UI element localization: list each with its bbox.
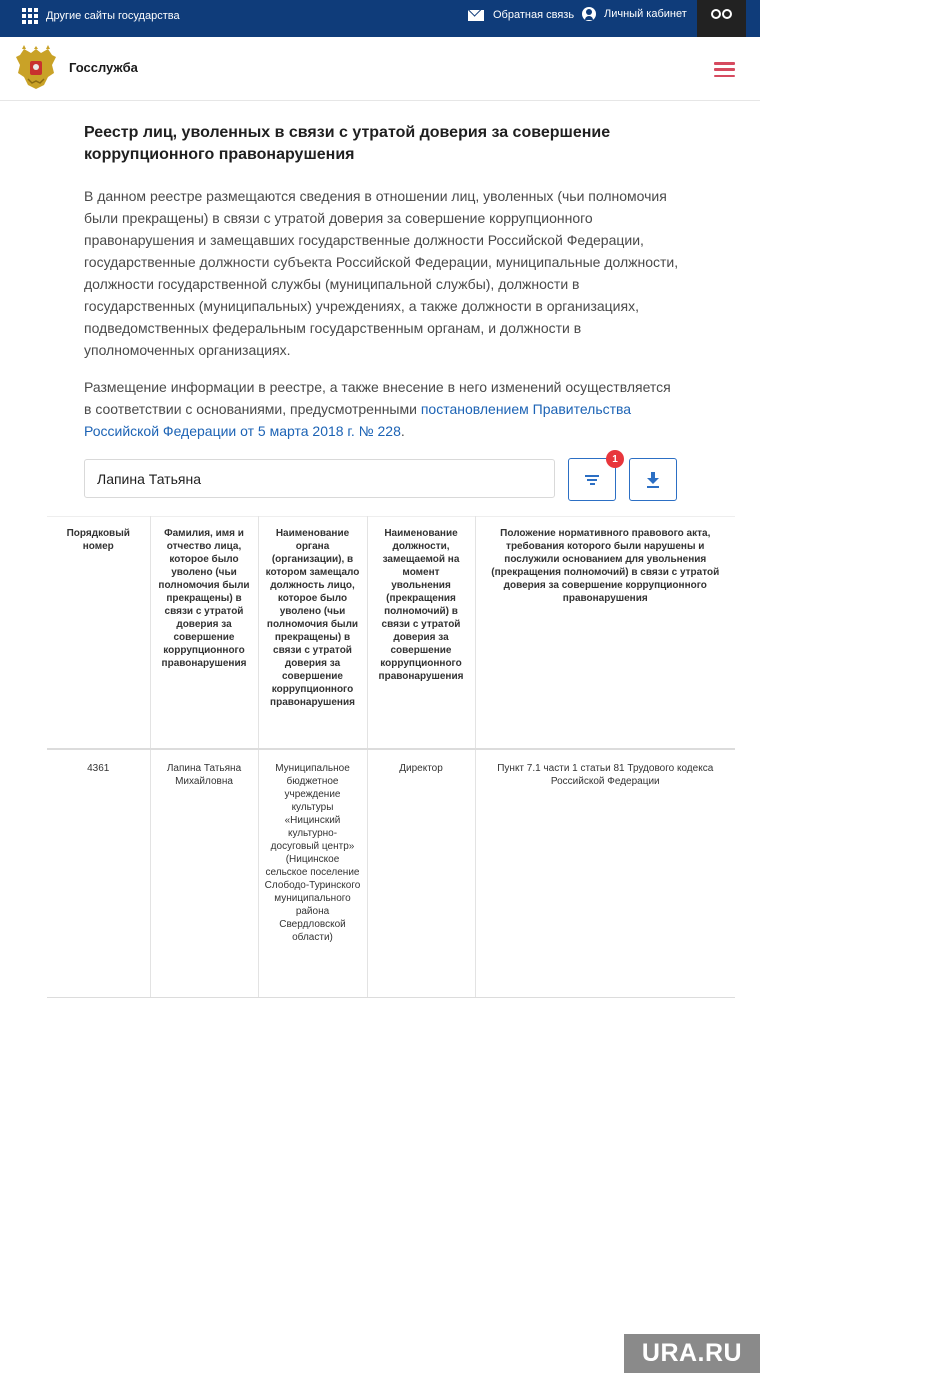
column-header-organization: Наименование органа (организации), в котором замещало должность лицо, которое было уволено (чьи полномочия были прекращены) в связи с утратой доверия за совершение коррупционного правонарушения [258,517,367,749]
feedback-link[interactable] [468,9,574,21]
feedback-label: Обратная связь [493,9,575,21]
cell-full-name: Лапина Татьяна Михайловна [150,749,258,998]
cell-legal-provision: Пункт 7.1 части 1 статьи 81 Трудового кодекса Российской Федерации [475,749,735,998]
government-decree-link[interactable]: постановлением Правительства Российской Федерации от 5 марта 2018 г. № 228 [84,401,632,439]
mail-icon [468,10,484,21]
personal-cabinet-link[interactable] [582,7,687,21]
column-header-legal-provision: Положение нормативного правового акта, требования которого были нарушены и послужили основанием для увольнения (прекращения полномочий) в связи с утратой доверия за совершение коррупционного правонарушения [475,517,735,749]
basis-text: Размещение информации в реестре, а также внесение в него изменений осуществляется в соответствии с основаниями, предусмотренными [84,379,671,417]
coat-of-arms-icon[interactable] [14,43,58,93]
intro-paragraph: В данном реестре размещаются сведения в отношении лиц, уволенных (чьи полномочия были прекращены) в связи с утратой доверия за совершение коррупционного правонарушения и замещавших государственные должности Российской Федерации, государственные должности субъекта Российской Федерации, муниципальные должности, должности государственной службы (муниципальной службы), должности в государственных (муниципальных) учреждениях, а также должности в организациях, подведомственных федеральным государственным органам, и должности в уполномоченных организациях. [84,188,679,358]
cell-number: 4361 [47,749,150,998]
column-header-number: Порядковый номер [47,517,150,749]
menu-icon[interactable] [714,62,735,77]
cell-position: Директор [367,749,475,998]
top-bar [0,0,760,37]
other-sites-link[interactable] [22,8,180,24]
search-input[interactable] [84,459,555,498]
watermark: URA.RU [624,1334,760,1373]
column-header-position: Наименование должности, замещаемой на момент увольнения (прекращения полномочий) в связи с утратой доверия за совершение коррупционного правонарушения [367,517,475,749]
user-icon [582,7,596,21]
other-sites-label: Другие сайты государства [46,10,180,22]
site-header [0,37,760,101]
table-row [47,749,735,998]
table-header-row [47,517,735,749]
filter-count-badge: 1 [606,450,624,468]
cell-organization: Муниципальное бюджетное учреждение культуры «Ницинский культурно-досуговый центр» (Ницинское сельское поселение Слободо-Туринского муниципального района Свердловской области) [258,749,367,998]
basis-paragraph [84,376,679,442]
registry-table-container[interactable] [66,516,720,998]
download-button[interactable] [629,458,677,501]
registry-table [47,516,735,998]
grid-icon [22,8,38,24]
page-title: Реестр лиц, уволенных в связи с утратой доверия за совершение коррупционного правонарушения [84,124,611,163]
personal-cabinet-label: Личный кабинет [604,8,687,20]
basis-end: . [400,423,405,439]
site-title[interactable]: Госслужба [69,60,138,75]
download-icon [646,472,660,488]
accessibility-button[interactable] [697,0,746,37]
glasses-icon [711,9,732,19]
column-header-full-name: Фамилия, имя и отчество лица, которое было уволено (чьи полномочия были прекращены) в связи с утратой доверия за совершение коррупционного правонарушения [150,517,258,749]
filter-icon [585,475,599,485]
